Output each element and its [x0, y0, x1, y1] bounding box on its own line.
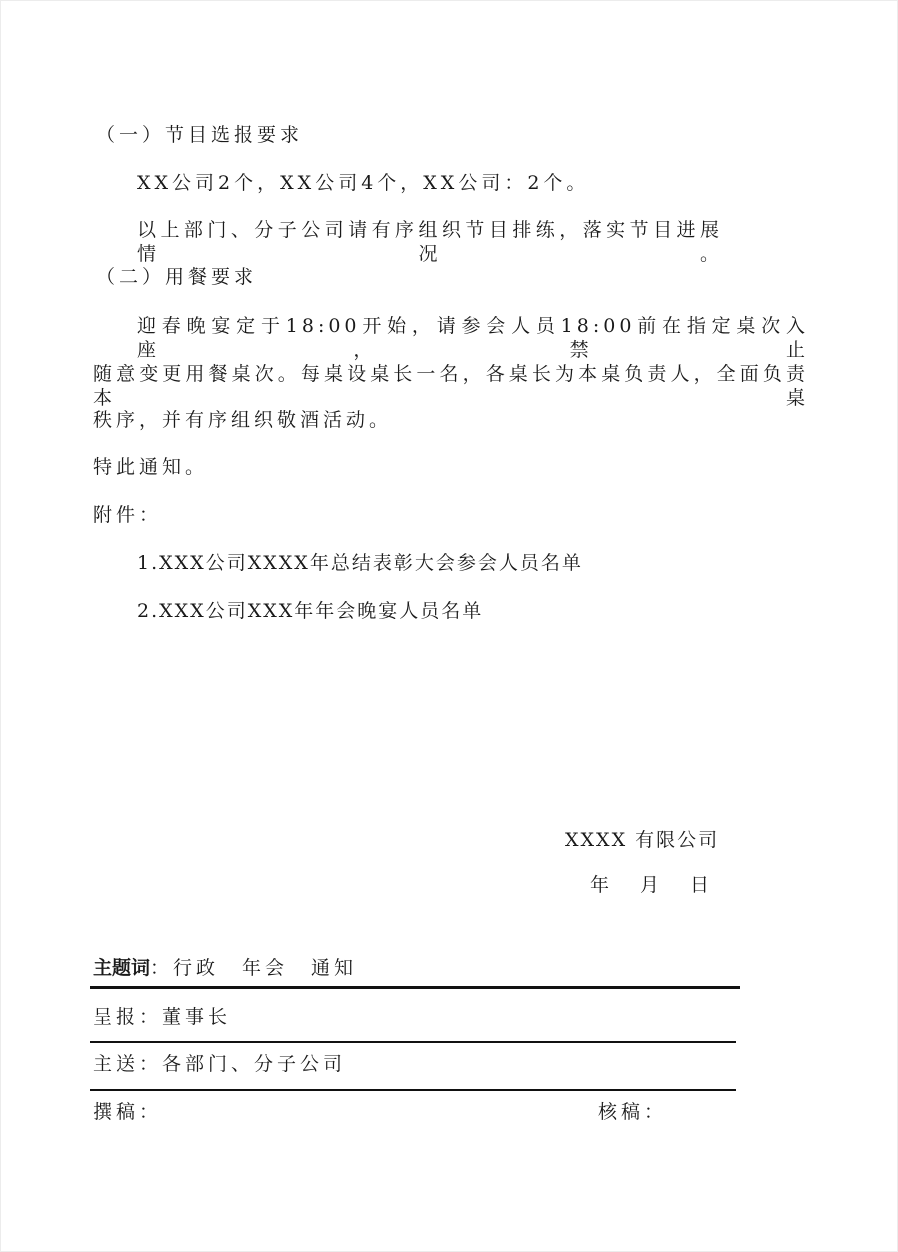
section2-line: 秩序，并有序组织敬酒活动。	[93, 409, 393, 431]
signature-date: 年 月 日	[590, 874, 716, 896]
section2-line: 随意变更用餐桌次。每桌设桌长一名，各桌长为本桌负责人，全面负责本桌	[93, 363, 809, 409]
section1-quota: XX公司2个，XX公司4个，XX公司：2个。	[137, 172, 590, 194]
section2-line: 迎春晚宴定于18:00开始，请参会人员18:00前在指定桌次入座，禁止	[137, 315, 809, 361]
divider	[90, 986, 740, 989]
section1-heading: （一）节目选报要求	[96, 124, 304, 146]
subject-value: ：行政 年会 通知	[150, 957, 358, 979]
closing-text: 特此通知。	[93, 456, 209, 478]
report-to: 呈报：董事长	[93, 1006, 232, 1028]
subject-words	[93, 956, 357, 980]
section2-heading: （二）用餐要求	[96, 266, 258, 288]
send-to: 主送：各部门、分子公司	[93, 1053, 347, 1075]
divider	[90, 1041, 736, 1043]
divider	[90, 1089, 736, 1091]
attachment-item: 2.XXX公司XXX年年会晚宴人员名单	[137, 600, 484, 622]
signature-company: XXXX 有限公司	[565, 829, 720, 851]
drafter: 撰稿：	[93, 1101, 163, 1123]
subject-label: 主题词	[93, 957, 151, 979]
section1-instruction: 以上部门、分子公司请有序组织节目排练，落实节目进展情况。	[137, 219, 723, 265]
reviewer: 核稿：	[598, 1101, 668, 1123]
attachment-item: 1.XXX公司XXXX年总结表彰大会参会人员名单	[137, 552, 583, 574]
attachments-label: 附件：	[93, 504, 163, 526]
